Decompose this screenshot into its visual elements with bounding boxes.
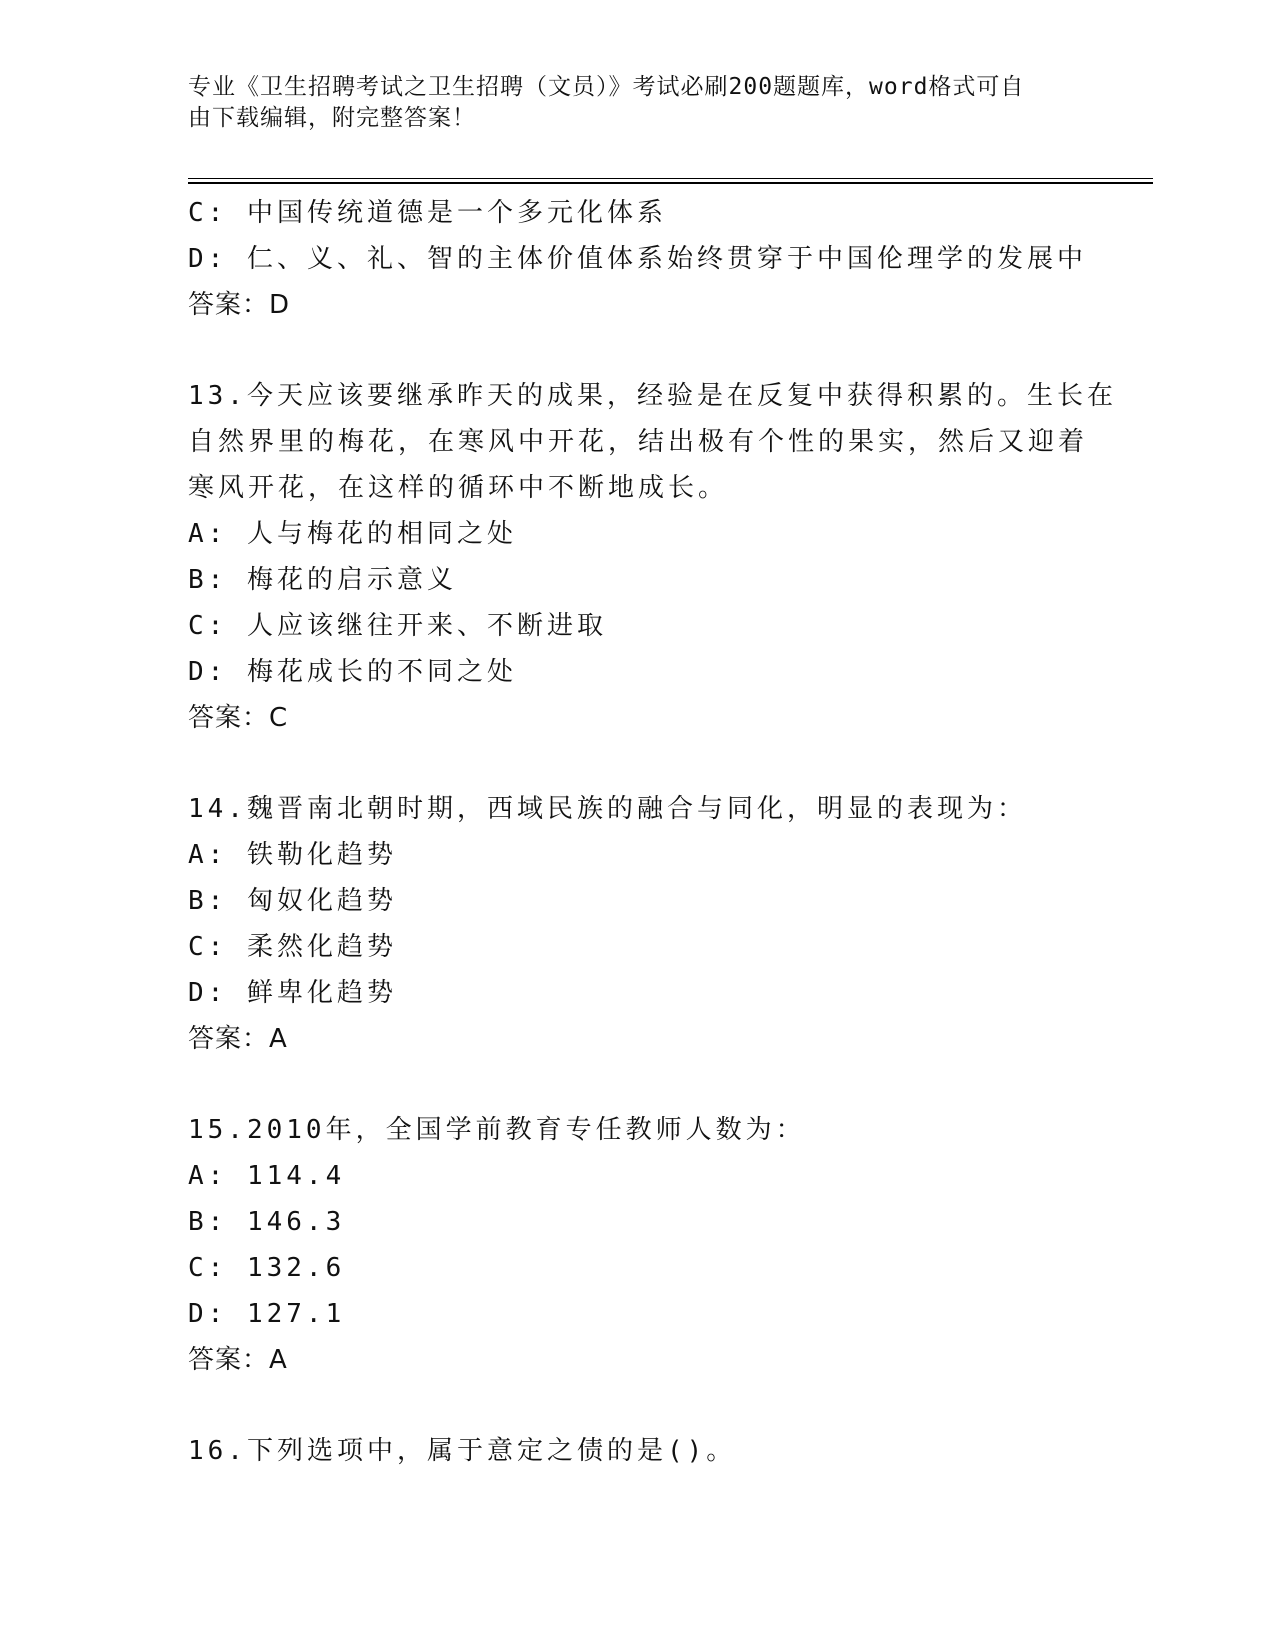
option-d: D: 梅花成长的不同之处 <box>188 657 517 687</box>
answer-line: 答案：A <box>188 1345 288 1375</box>
option-d: D: 鲜卑化趋势 <box>188 978 397 1008</box>
answer-line: 答案：C <box>188 703 289 733</box>
header-line-2: 由下载编辑，附完整答案！ <box>188 105 476 131</box>
option-c: C: 柔然化趋势 <box>188 932 397 962</box>
option-b: B: 匈奴化趋势 <box>188 886 397 916</box>
header-rule-bottom <box>188 182 1153 184</box>
question-14 <box>188 786 1088 1062</box>
header-rule-top <box>188 178 1153 179</box>
document-header <box>188 72 1088 134</box>
answer-line: 答案：A <box>188 1024 288 1054</box>
question-15 <box>188 1107 1088 1383</box>
header-line-1: 专业《卫生招聘考试之卫生招聘（文员）》考试必刷200题题库，word格式可自 <box>188 74 1025 100</box>
question-text-line: 14.魏晋南北朝时期，西域民族的融合与同化，明显的表现为： <box>188 794 1027 824</box>
option-c: C: 132.6 <box>188 1253 346 1283</box>
option-b: B: 146.3 <box>188 1207 346 1237</box>
question-13 <box>188 373 1117 741</box>
option-c: C: 人应该继往开来、不断进取 <box>188 611 607 641</box>
option-a: A: 人与梅花的相同之处 <box>188 519 517 549</box>
option-d: D: 127.1 <box>188 1299 346 1329</box>
previous-question-block <box>188 190 1088 328</box>
option-c: C: 中国传统道德是一个多元化体系 <box>188 198 667 228</box>
option-a: A: 铁勒化趋势 <box>188 840 397 870</box>
question-text-line: 16.下列选项中，属于意定之债的是()。 <box>188 1436 737 1466</box>
option-d: D: 仁、义、礼、智的主体价值体系始终贯穿于中国伦理学的发展中 <box>188 244 1087 274</box>
option-a: A: 114.4 <box>188 1161 346 1191</box>
option-b: B: 梅花的启示意义 <box>188 565 457 595</box>
answer-line: 答案：D <box>188 290 291 320</box>
question-text-line: 13.今天应该要继承昨天的成果，经验是在反复中获得积累的。生长在 <box>188 381 1117 411</box>
question-text-line: 寒风开花，在这样的循环中不断地成长。 <box>188 473 729 503</box>
question-16 <box>188 1428 1088 1474</box>
question-text-line: 15.2010年，全国学前教育专任教师人数为： <box>188 1115 806 1145</box>
question-text-line: 自然界里的梅花，在寒风中开花，结出极有个性的果实，然后又迎着 <box>188 427 1089 457</box>
question-list <box>188 190 1117 1474</box>
